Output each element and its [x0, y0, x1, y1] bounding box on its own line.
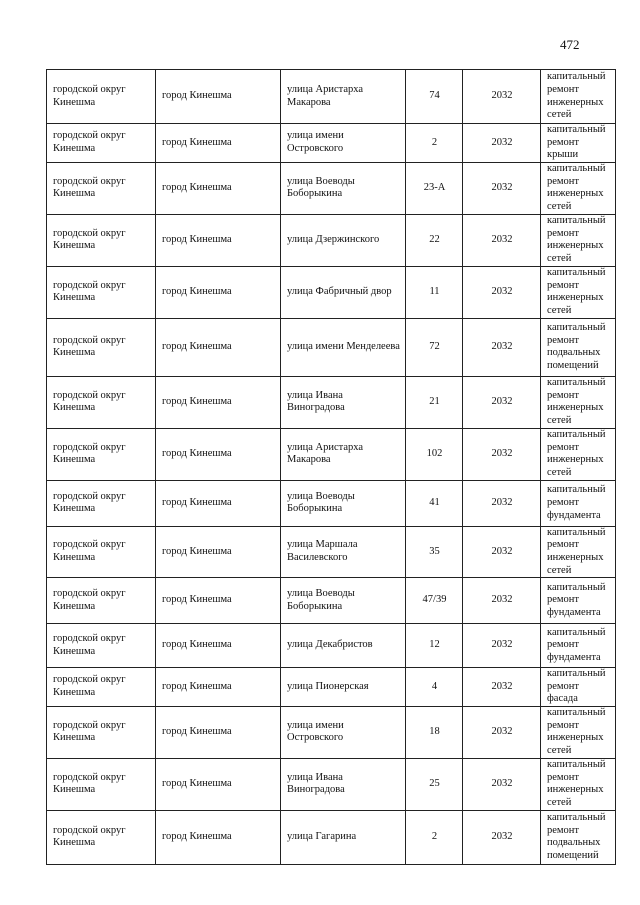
settlement-cell: город Кинешма	[156, 480, 281, 526]
house-number-cell: 102	[406, 428, 463, 480]
work-type-cell: капитальный ремонт подвальных помещений	[541, 810, 616, 864]
year-cell: 2032	[463, 810, 541, 864]
district-cell: городской округ Кинешма	[47, 266, 156, 318]
year-cell: 2032	[463, 318, 541, 376]
street-cell: улица Гагарина	[281, 810, 406, 864]
work-type-cell: капитальный ремонт крыши	[541, 124, 616, 163]
district-cell: городской округ Кинешма	[47, 578, 156, 624]
year-cell: 2032	[463, 526, 541, 577]
work-type-cell: капитальный ремонт инженерных сетей	[541, 214, 616, 266]
street-cell: улица Аристарха Макарова	[281, 70, 406, 124]
house-number-cell: 18	[406, 706, 463, 758]
table-row	[47, 214, 616, 266]
table-row	[47, 810, 616, 864]
year-cell: 2032	[463, 706, 541, 758]
house-number-cell: 25	[406, 758, 463, 810]
district-cell: городской округ Кинешма	[47, 124, 156, 163]
work-type-cell: капитальный ремонт инженерных сетей	[541, 526, 616, 577]
street-cell: улица Ивана Виноградова	[281, 758, 406, 810]
district-cell: городской округ Кинешма	[47, 214, 156, 266]
district-cell: городской округ Кинешма	[47, 706, 156, 758]
district-cell: городской округ Кинешма	[47, 376, 156, 428]
settlement-cell: город Кинешма	[156, 124, 281, 163]
house-number-cell: 2	[406, 810, 463, 864]
district-cell: городской округ Кинешма	[47, 624, 156, 668]
table-row	[47, 266, 616, 318]
settlement-cell: город Кинешма	[156, 428, 281, 480]
house-number-cell: 4	[406, 668, 463, 707]
work-type-cell: капитальный ремонт инженерных сетей	[541, 758, 616, 810]
district-cell: городской округ Кинешма	[47, 668, 156, 707]
street-cell: улица имени Менделеева	[281, 318, 406, 376]
table-row	[47, 758, 616, 810]
settlement-cell: город Кинешма	[156, 758, 281, 810]
house-number-cell: 21	[406, 376, 463, 428]
district-cell: городской округ Кинешма	[47, 758, 156, 810]
work-type-cell: капитальный ремонт фундамента	[541, 578, 616, 624]
house-number-cell: 41	[406, 480, 463, 526]
district-cell: городской округ Кинешма	[47, 70, 156, 124]
street-cell: улица Декабристов	[281, 624, 406, 668]
house-number-cell: 11	[406, 266, 463, 318]
year-cell: 2032	[463, 758, 541, 810]
house-number-cell: 22	[406, 214, 463, 266]
table-row	[47, 706, 616, 758]
house-number-cell: 35	[406, 526, 463, 577]
settlement-cell: город Кинешма	[156, 668, 281, 707]
street-cell: улица Маршала Василевского	[281, 526, 406, 577]
district-cell: городской округ Кинешма	[47, 428, 156, 480]
house-number-cell: 47/39	[406, 578, 463, 624]
work-type-cell: капитальный ремонт инженерных сетей	[541, 706, 616, 758]
work-type-cell: капитальный ремонт инженерных сетей	[541, 266, 616, 318]
settlement-cell: город Кинешма	[156, 624, 281, 668]
year-cell: 2032	[463, 214, 541, 266]
street-cell: улица имени Островского	[281, 706, 406, 758]
street-cell: улица Фабричный двор	[281, 266, 406, 318]
settlement-cell: город Кинешма	[156, 70, 281, 124]
settlement-cell: город Кинешма	[156, 578, 281, 624]
year-cell: 2032	[463, 376, 541, 428]
street-cell: улица Пионерская	[281, 668, 406, 707]
year-cell: 2032	[463, 70, 541, 124]
year-cell: 2032	[463, 266, 541, 318]
street-cell: улица имени Островского	[281, 124, 406, 163]
settlement-cell: город Кинешма	[156, 526, 281, 577]
district-cell: городской округ Кинешма	[47, 526, 156, 577]
table-row	[47, 578, 616, 624]
table-body	[47, 70, 616, 865]
district-cell: городской округ Кинешма	[47, 162, 156, 214]
house-number-cell: 72	[406, 318, 463, 376]
house-number-cell: 74	[406, 70, 463, 124]
table-row	[47, 376, 616, 428]
settlement-cell: город Кинешма	[156, 706, 281, 758]
settlement-cell: город Кинешма	[156, 376, 281, 428]
year-cell: 2032	[463, 578, 541, 624]
house-number-cell: 12	[406, 624, 463, 668]
work-type-cell: капитальный ремонт подвальных помещений	[541, 318, 616, 376]
year-cell: 2032	[463, 162, 541, 214]
year-cell: 2032	[463, 124, 541, 163]
work-type-cell: капитальный ремонт инженерных сетей	[541, 376, 616, 428]
table-row	[47, 428, 616, 480]
repair-schedule-table	[46, 69, 616, 865]
street-cell: улица Аристарха Макарова	[281, 428, 406, 480]
street-cell: улица Воеводы Боборыкина	[281, 480, 406, 526]
street-cell: улица Воеводы Боборыкина	[281, 578, 406, 624]
work-type-cell: капитальный ремонт инженерных сетей	[541, 70, 616, 124]
table-row	[47, 668, 616, 707]
house-number-cell: 23-А	[406, 162, 463, 214]
work-type-cell: капитальный ремонт фасада	[541, 668, 616, 707]
work-type-cell: капитальный ремонт фундамента	[541, 624, 616, 668]
street-cell: улица Воеводы Боборыкина	[281, 162, 406, 214]
settlement-cell: город Кинешма	[156, 318, 281, 376]
work-type-cell: капитальный ремонт инженерных сетей	[541, 162, 616, 214]
year-cell: 2032	[463, 428, 541, 480]
settlement-cell: город Кинешма	[156, 162, 281, 214]
year-cell: 2032	[463, 480, 541, 526]
table-row	[47, 70, 616, 124]
house-number-cell: 2	[406, 124, 463, 163]
street-cell: улица Дзержинского	[281, 214, 406, 266]
table-row	[47, 624, 616, 668]
district-cell: городской округ Кинешма	[47, 810, 156, 864]
district-cell: городской округ Кинешма	[47, 480, 156, 526]
table-row	[47, 124, 616, 163]
settlement-cell: город Кинешма	[156, 810, 281, 864]
work-type-cell: капитальный ремонт фундамента	[541, 480, 616, 526]
table-row	[47, 480, 616, 526]
work-type-cell: капитальный ремонт инженерных сетей	[541, 428, 616, 480]
year-cell: 2032	[463, 624, 541, 668]
table-row	[47, 318, 616, 376]
settlement-cell: город Кинешма	[156, 214, 281, 266]
district-cell: городской округ Кинешма	[47, 318, 156, 376]
table-row	[47, 162, 616, 214]
table-row	[47, 526, 616, 577]
page-number: 472	[560, 37, 580, 52]
year-cell: 2032	[463, 668, 541, 707]
settlement-cell: город Кинешма	[156, 266, 281, 318]
street-cell: улица Ивана Виноградова	[281, 376, 406, 428]
